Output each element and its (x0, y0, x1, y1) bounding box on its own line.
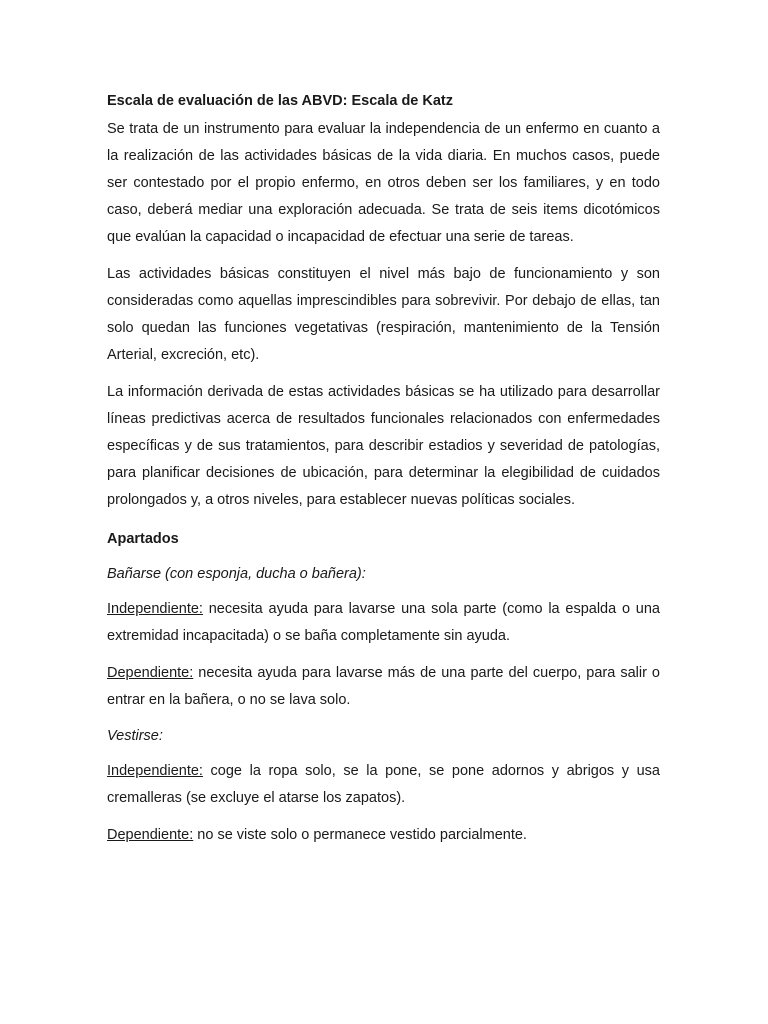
independent-term: Independiente: (107, 601, 203, 617)
item-banarse-independent (107, 596, 660, 650)
dependent-text: no se viste solo o permanece vestido parcialmente. (193, 827, 527, 843)
dependent-term: Dependiente: (107, 827, 194, 843)
paragraph-1: Se trata de un instrumento para evaluar la independencia de un enfermo en cuanto a la realización de las actividades básicas de la vida diaria. En muchos casos, puede ser contestado por el propio enfermo, en otros deben ser los familiares, y en todo caso, deberá mediar una exploración adecuada. Se trata de seis items dicotómicos que evalúan la capacidad o incapacidad de efectuar una serie de tareas. (107, 121, 660, 245)
item-vestirse-dependent (107, 822, 660, 849)
paragraph-2: Las actividades básicas constituyen el nivel más bajo de funcionamiento y son consideradas como aquellas imprescindibles para sobrevivir. Por debajo de ellas, tan solo quedan las funciones vegetativas (respiración, mantenimiento de la Tensión Arterial, excreción, etc). (107, 266, 660, 363)
item-vestirse-independent (107, 758, 660, 812)
independent-text: necesita ayuda para lavarse una sola parte (como la espalda o una extremidad incapacitada) o se baña completamente sin ayuda. (107, 601, 660, 644)
independent-term: Independiente: (107, 763, 203, 779)
section-heading: Apartados (107, 531, 179, 547)
item-title-banarse: Bañarse (con esponja, ducha o bañera): (107, 566, 366, 582)
item-banarse-dependent (107, 660, 660, 714)
item-title-vestirse: Vestirse: (107, 728, 163, 744)
dependent-term: Dependiente: (107, 665, 194, 681)
dependent-text: necesita ayuda para lavarse más de una parte del cuerpo, para salir o entrar en la bañera, o no se lava solo. (107, 665, 660, 708)
document-page (107, 90, 660, 859)
paragraph-3: La información derivada de estas actividades básicas se ha utilizado para desarrollar líneas predictivas acerca de resultados funcionales relacionados con enfermedades específicas y de sus tratamientos, para describir estadios y severidad de patologías, para planificar decisiones de ubicación, para determinar la elegibilidad de cuidados prolongados y, a otros niveles, para establecer nuevas políticas sociales. (107, 384, 660, 508)
document-title: Escala de evaluación de las ABVD: Escala de Katz (107, 93, 454, 109)
independent-text: coge la ropa solo, se la pone, se pone adornos y abrigos y usa cremalleras (se excluye el atarse los zapatos). (107, 763, 660, 806)
